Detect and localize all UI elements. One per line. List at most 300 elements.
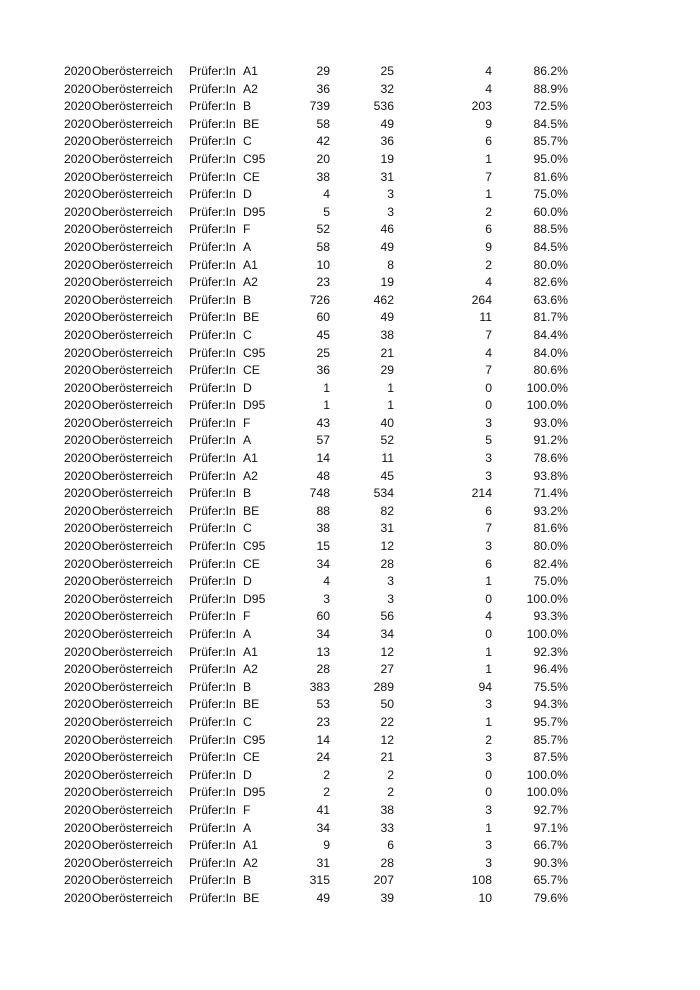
license-class-cell: B bbox=[243, 873, 252, 888]
total-count-cell: 41 bbox=[316, 802, 330, 817]
region-cell: Oberösterreich bbox=[92, 750, 173, 765]
passed-count-cell: 52 bbox=[380, 433, 394, 448]
role-cell: Prüfer:In bbox=[189, 64, 236, 78]
pass-rate-cell: 95.0% bbox=[533, 151, 568, 166]
region-cell: Oberösterreich bbox=[92, 239, 173, 254]
region-cell: Oberösterreich bbox=[92, 873, 173, 888]
region-cell: Oberösterreich bbox=[92, 292, 173, 307]
pass-rate-cell: 88.5% bbox=[533, 222, 568, 237]
failed-count-cell: 4 bbox=[485, 81, 492, 96]
license-class-cell: D bbox=[243, 767, 252, 782]
license-class-cell: A bbox=[243, 820, 252, 835]
region-cell: Oberösterreich bbox=[92, 151, 173, 166]
pass-rate-cell: 88.9% bbox=[533, 81, 568, 96]
pass-rate-cell: 100.0% bbox=[526, 767, 568, 782]
pass-rate-cell: 93.3% bbox=[533, 609, 568, 624]
table-row bbox=[0, 380, 700, 398]
year-cell: 2020 bbox=[64, 187, 92, 202]
year-cell: 2020 bbox=[64, 644, 92, 659]
license-class-cell: A bbox=[243, 627, 252, 641]
region-cell: Oberösterreich bbox=[92, 257, 173, 272]
passed-count-cell: 2 bbox=[387, 785, 394, 800]
license-class-cell: A2 bbox=[243, 855, 258, 870]
year-cell: 2020 bbox=[64, 732, 92, 747]
year-cell: 2020 bbox=[64, 521, 92, 536]
pass-rate-cell: 81.6% bbox=[533, 169, 568, 184]
table-row bbox=[0, 784, 700, 802]
pass-rate-cell: 84.5% bbox=[533, 239, 568, 254]
license-class-cell: F bbox=[243, 222, 251, 237]
region-cell: Oberösterreich bbox=[92, 433, 173, 448]
region-cell: Oberösterreich bbox=[92, 697, 173, 712]
pass-rate-cell: 81.7% bbox=[533, 310, 568, 325]
total-count-cell: 58 bbox=[316, 239, 330, 254]
role-cell: Prüfer:In bbox=[189, 539, 236, 554]
passed-count-cell: 12 bbox=[380, 644, 394, 659]
pass-rate-cell: 100.0% bbox=[526, 398, 568, 413]
table-row bbox=[0, 820, 700, 838]
failed-count-cell: 4 bbox=[485, 64, 492, 78]
role-cell: Prüfer:In bbox=[189, 292, 236, 307]
license-class-cell: C95 bbox=[243, 151, 266, 166]
passed-count-cell: 82 bbox=[380, 503, 394, 518]
failed-count-cell: 10 bbox=[478, 890, 492, 905]
pass-rate-cell: 100.0% bbox=[526, 380, 568, 395]
total-count-cell: 1 bbox=[323, 398, 330, 413]
region-cell: Oberösterreich bbox=[92, 380, 173, 395]
failed-count-cell: 1 bbox=[485, 662, 492, 677]
failed-count-cell: 4 bbox=[485, 275, 492, 290]
role-cell: Prüfer:In bbox=[189, 99, 236, 114]
region-cell: Oberösterreich bbox=[92, 627, 173, 641]
region-cell: Oberösterreich bbox=[92, 204, 173, 219]
year-cell: 2020 bbox=[64, 785, 92, 800]
table-row bbox=[0, 309, 700, 327]
year-cell: 2020 bbox=[64, 433, 92, 448]
role-cell: Prüfer:In bbox=[189, 327, 236, 342]
failed-count-cell: 3 bbox=[485, 855, 492, 870]
pass-rate-cell: 87.5% bbox=[533, 750, 568, 765]
year-cell: 2020 bbox=[64, 151, 92, 166]
pass-rate-cell: 63.6% bbox=[533, 292, 568, 307]
year-cell: 2020 bbox=[64, 345, 92, 360]
total-count-cell: 38 bbox=[316, 169, 330, 184]
role-cell: Prüfer:In bbox=[189, 239, 236, 254]
region-cell: Oberösterreich bbox=[92, 714, 173, 729]
region-cell: Oberösterreich bbox=[92, 169, 173, 184]
table-row bbox=[0, 362, 700, 380]
failed-count-cell: 1 bbox=[485, 714, 492, 729]
region-cell: Oberösterreich bbox=[92, 363, 173, 378]
year-cell: 2020 bbox=[64, 134, 92, 149]
total-count-cell: 34 bbox=[316, 556, 330, 571]
year-cell: 2020 bbox=[64, 380, 92, 395]
passed-count-cell: 8 bbox=[387, 257, 394, 272]
year-cell: 2020 bbox=[64, 275, 92, 290]
failed-count-cell: 4 bbox=[485, 345, 492, 360]
role-cell: Prüfer:In bbox=[189, 609, 236, 624]
pass-rate-cell: 100.0% bbox=[526, 591, 568, 606]
table-row bbox=[0, 608, 700, 626]
pass-rate-cell: 80.6% bbox=[533, 363, 568, 378]
passed-count-cell: 3 bbox=[387, 574, 394, 589]
total-count-cell: 58 bbox=[316, 116, 330, 131]
failed-count-cell: 214 bbox=[471, 486, 492, 501]
license-class-cell: CE bbox=[243, 556, 260, 571]
year-cell: 2020 bbox=[64, 468, 92, 483]
role-cell: Prüfer:In bbox=[189, 415, 236, 430]
table-row bbox=[0, 432, 700, 450]
total-count-cell: 748 bbox=[309, 486, 330, 501]
role-cell: Prüfer:In bbox=[189, 820, 236, 835]
table-row bbox=[0, 98, 700, 116]
license-class-cell: F bbox=[243, 609, 251, 624]
role-cell: Prüfer:In bbox=[189, 574, 236, 589]
passed-count-cell: 50 bbox=[380, 697, 394, 712]
passed-count-cell: 12 bbox=[380, 732, 394, 747]
failed-count-cell: 6 bbox=[485, 134, 492, 149]
role-cell: Prüfer:In bbox=[189, 591, 236, 606]
passed-count-cell: 49 bbox=[380, 239, 394, 254]
region-cell: Oberösterreich bbox=[92, 521, 173, 536]
region-cell: Oberösterreich bbox=[92, 679, 173, 694]
passed-count-cell: 31 bbox=[380, 169, 394, 184]
license-class-cell: D95 bbox=[243, 204, 266, 219]
table-row bbox=[0, 732, 700, 750]
table-row bbox=[0, 468, 700, 486]
pass-rate-cell: 71.4% bbox=[533, 486, 568, 501]
table-row bbox=[0, 556, 700, 574]
passed-count-cell: 3 bbox=[387, 204, 394, 219]
year-cell: 2020 bbox=[64, 539, 92, 554]
total-count-cell: 48 bbox=[316, 468, 330, 483]
total-count-cell: 13 bbox=[316, 644, 330, 659]
total-count-cell: 4 bbox=[323, 574, 330, 589]
pass-rate-cell: 82.6% bbox=[533, 275, 568, 290]
year-cell: 2020 bbox=[64, 451, 92, 466]
license-class-cell: A2 bbox=[243, 81, 258, 96]
license-class-cell: D95 bbox=[243, 591, 266, 606]
failed-count-cell: 6 bbox=[485, 503, 492, 518]
year-cell: 2020 bbox=[64, 99, 92, 114]
pass-rate-cell: 84.5% bbox=[533, 116, 568, 131]
table-row bbox=[0, 485, 700, 503]
pass-rate-cell: 80.0% bbox=[533, 539, 568, 554]
role-cell: Prüfer:In bbox=[189, 838, 236, 853]
region-cell: Oberösterreich bbox=[92, 539, 173, 554]
total-count-cell: 60 bbox=[316, 310, 330, 325]
passed-count-cell: 462 bbox=[373, 292, 394, 307]
license-class-cell: A1 bbox=[243, 838, 258, 853]
passed-count-cell: 28 bbox=[380, 855, 394, 870]
table-row bbox=[0, 591, 700, 609]
role-cell: Prüfer:In bbox=[189, 363, 236, 378]
year-cell: 2020 bbox=[64, 714, 92, 729]
passed-count-cell: 39 bbox=[380, 890, 394, 905]
total-count-cell: 36 bbox=[316, 363, 330, 378]
total-count-cell: 383 bbox=[309, 679, 330, 694]
failed-count-cell: 4 bbox=[485, 609, 492, 624]
total-count-cell: 24 bbox=[316, 750, 330, 765]
region-cell: Oberösterreich bbox=[92, 838, 173, 853]
passed-count-cell: 25 bbox=[380, 64, 394, 78]
failed-count-cell: 1 bbox=[485, 820, 492, 835]
total-count-cell: 15 bbox=[316, 539, 330, 554]
license-class-cell: BE bbox=[243, 503, 260, 518]
role-cell: Prüfer:In bbox=[189, 855, 236, 870]
table-row bbox=[0, 872, 700, 890]
data-table bbox=[0, 63, 700, 908]
region-cell: Oberösterreich bbox=[92, 732, 173, 747]
region-cell: Oberösterreich bbox=[92, 591, 173, 606]
table-row bbox=[0, 116, 700, 134]
year-cell: 2020 bbox=[64, 398, 92, 413]
license-class-cell: A2 bbox=[243, 662, 258, 677]
total-count-cell: 43 bbox=[316, 415, 330, 430]
year-cell: 2020 bbox=[64, 574, 92, 589]
license-class-cell: C bbox=[243, 714, 252, 729]
total-count-cell: 1 bbox=[323, 380, 330, 395]
pass-rate-cell: 93.0% bbox=[533, 415, 568, 430]
failed-count-cell: 3 bbox=[485, 539, 492, 554]
year-cell: 2020 bbox=[64, 310, 92, 325]
role-cell: Prüfer:In bbox=[189, 732, 236, 747]
license-class-cell: A2 bbox=[243, 275, 258, 290]
year-cell: 2020 bbox=[64, 64, 92, 78]
region-cell: Oberösterreich bbox=[92, 222, 173, 237]
table-row bbox=[0, 767, 700, 785]
region-cell: Oberösterreich bbox=[92, 81, 173, 96]
passed-count-cell: 49 bbox=[380, 310, 394, 325]
region-cell: Oberösterreich bbox=[92, 187, 173, 202]
license-class-cell: BE bbox=[243, 310, 260, 325]
pass-rate-cell: 92.3% bbox=[533, 644, 568, 659]
table-row bbox=[0, 415, 700, 433]
role-cell: Prüfer:In bbox=[189, 380, 236, 395]
passed-count-cell: 38 bbox=[380, 802, 394, 817]
failed-count-cell: 108 bbox=[471, 873, 492, 888]
region-cell: Oberösterreich bbox=[92, 609, 173, 624]
passed-count-cell: 21 bbox=[380, 345, 394, 360]
total-count-cell: 4 bbox=[323, 187, 330, 202]
table-row bbox=[0, 679, 700, 697]
region-cell: Oberösterreich bbox=[92, 802, 173, 817]
role-cell: Prüfer:In bbox=[189, 556, 236, 571]
pass-rate-cell: 66.7% bbox=[533, 838, 568, 853]
license-class-cell: CE bbox=[243, 169, 260, 184]
license-class-cell: D95 bbox=[243, 398, 266, 413]
pass-rate-cell: 100.0% bbox=[526, 785, 568, 800]
pass-rate-cell: 90.3% bbox=[533, 855, 568, 870]
table-row bbox=[0, 81, 700, 99]
total-count-cell: 60 bbox=[316, 609, 330, 624]
role-cell: Prüfer:In bbox=[189, 116, 236, 131]
failed-count-cell: 3 bbox=[485, 468, 492, 483]
license-class-cell: C95 bbox=[243, 345, 266, 360]
failed-count-cell: 2 bbox=[485, 257, 492, 272]
year-cell: 2020 bbox=[64, 116, 92, 131]
year-cell: 2020 bbox=[64, 697, 92, 712]
license-class-cell: BE bbox=[243, 890, 260, 905]
pass-rate-cell: 84.4% bbox=[533, 327, 568, 342]
passed-count-cell: 12 bbox=[380, 539, 394, 554]
role-cell: Prüfer:In bbox=[189, 679, 236, 694]
total-count-cell: 34 bbox=[316, 627, 330, 641]
passed-count-cell: 34 bbox=[380, 627, 394, 641]
failed-count-cell: 7 bbox=[485, 169, 492, 184]
year-cell: 2020 bbox=[64, 169, 92, 184]
table-row bbox=[0, 292, 700, 310]
role-cell: Prüfer:In bbox=[189, 134, 236, 149]
pass-rate-cell: 75.0% bbox=[533, 187, 568, 202]
region-cell: Oberösterreich bbox=[92, 275, 173, 290]
passed-count-cell: 6 bbox=[387, 838, 394, 853]
region-cell: Oberösterreich bbox=[92, 64, 173, 78]
failed-count-cell: 3 bbox=[485, 451, 492, 466]
region-cell: Oberösterreich bbox=[92, 503, 173, 518]
role-cell: Prüfer:In bbox=[189, 767, 236, 782]
passed-count-cell: 536 bbox=[373, 99, 394, 114]
passed-count-cell: 46 bbox=[380, 222, 394, 237]
table-row bbox=[0, 63, 700, 81]
total-count-cell: 53 bbox=[316, 697, 330, 712]
pass-rate-cell: 82.4% bbox=[533, 556, 568, 571]
passed-count-cell: 19 bbox=[380, 275, 394, 290]
total-count-cell: 315 bbox=[309, 873, 330, 888]
passed-count-cell: 29 bbox=[380, 363, 394, 378]
passed-count-cell: 3 bbox=[387, 591, 394, 606]
role-cell: Prüfer:In bbox=[189, 468, 236, 483]
pass-rate-cell: 85.7% bbox=[533, 732, 568, 747]
table-row bbox=[0, 257, 700, 275]
license-class-cell: C bbox=[243, 134, 252, 149]
passed-count-cell: 1 bbox=[387, 398, 394, 413]
pass-rate-cell: 92.7% bbox=[533, 802, 568, 817]
role-cell: Prüfer:In bbox=[189, 398, 236, 413]
failed-count-cell: 0 bbox=[485, 398, 492, 413]
table-row bbox=[0, 573, 700, 591]
region-cell: Oberösterreich bbox=[92, 415, 173, 430]
total-count-cell: 5 bbox=[323, 204, 330, 219]
pass-rate-cell: 100.0% bbox=[526, 627, 568, 641]
table-row bbox=[0, 855, 700, 873]
year-cell: 2020 bbox=[64, 415, 92, 430]
total-count-cell: 2 bbox=[323, 767, 330, 782]
table-row bbox=[0, 345, 700, 363]
pass-rate-cell: 93.8% bbox=[533, 468, 568, 483]
table-row bbox=[0, 802, 700, 820]
failed-count-cell: 0 bbox=[485, 591, 492, 606]
year-cell: 2020 bbox=[64, 204, 92, 219]
table-row bbox=[0, 327, 700, 345]
total-count-cell: 23 bbox=[316, 275, 330, 290]
pass-rate-cell: 60.0% bbox=[533, 204, 568, 219]
year-cell: 2020 bbox=[64, 239, 92, 254]
license-class-cell: F bbox=[243, 802, 251, 817]
role-cell: Prüfer:In bbox=[189, 345, 236, 360]
year-cell: 2020 bbox=[64, 662, 92, 677]
region-cell: Oberösterreich bbox=[92, 451, 173, 466]
region-cell: Oberösterreich bbox=[92, 398, 173, 413]
region-cell: Oberösterreich bbox=[92, 345, 173, 360]
pass-rate-cell: 93.2% bbox=[533, 503, 568, 518]
license-class-cell: A2 bbox=[243, 468, 258, 483]
role-cell: Prüfer:In bbox=[189, 222, 236, 237]
year-cell: 2020 bbox=[64, 627, 92, 641]
table-row bbox=[0, 221, 700, 239]
total-count-cell: 25 bbox=[316, 345, 330, 360]
license-class-cell: CE bbox=[243, 750, 260, 765]
year-cell: 2020 bbox=[64, 802, 92, 817]
failed-count-cell: 0 bbox=[485, 767, 492, 782]
failed-count-cell: 7 bbox=[485, 363, 492, 378]
table-row bbox=[0, 890, 700, 908]
table-row bbox=[0, 520, 700, 538]
pass-rate-cell: 85.7% bbox=[533, 134, 568, 149]
table-row bbox=[0, 151, 700, 169]
total-count-cell: 36 bbox=[316, 81, 330, 96]
year-cell: 2020 bbox=[64, 363, 92, 378]
failed-count-cell: 0 bbox=[485, 785, 492, 800]
license-class-cell: B bbox=[243, 679, 252, 694]
year-cell: 2020 bbox=[64, 750, 92, 765]
region-cell: Oberösterreich bbox=[92, 99, 173, 114]
passed-count-cell: 49 bbox=[380, 116, 394, 131]
license-class-cell: BE bbox=[243, 116, 260, 131]
year-cell: 2020 bbox=[64, 890, 92, 905]
passed-count-cell: 38 bbox=[380, 327, 394, 342]
region-cell: Oberösterreich bbox=[92, 767, 173, 782]
role-cell: Prüfer:In bbox=[189, 750, 236, 765]
passed-count-cell: 56 bbox=[380, 609, 394, 624]
pass-rate-cell: 80.0% bbox=[533, 257, 568, 272]
license-class-cell: C bbox=[243, 327, 252, 342]
table-row bbox=[0, 239, 700, 257]
license-class-cell: C95 bbox=[243, 732, 266, 747]
table-row bbox=[0, 450, 700, 468]
pass-rate-cell: 94.3% bbox=[533, 697, 568, 712]
failed-count-cell: 3 bbox=[485, 750, 492, 765]
role-cell: Prüfer:In bbox=[189, 890, 236, 905]
table-row bbox=[0, 133, 700, 151]
pass-rate-cell: 86.2% bbox=[533, 64, 568, 78]
passed-count-cell: 36 bbox=[380, 134, 394, 149]
total-count-cell: 49 bbox=[316, 890, 330, 905]
failed-count-cell: 9 bbox=[485, 239, 492, 254]
license-class-cell: A bbox=[243, 433, 252, 448]
failed-count-cell: 7 bbox=[485, 521, 492, 536]
license-class-cell: C95 bbox=[243, 539, 266, 554]
region-cell: Oberösterreich bbox=[92, 785, 173, 800]
total-count-cell: 3 bbox=[323, 591, 330, 606]
region-cell: Oberösterreich bbox=[92, 855, 173, 870]
failed-count-cell: 6 bbox=[485, 556, 492, 571]
license-class-cell: D bbox=[243, 187, 252, 202]
license-class-cell: B bbox=[243, 292, 252, 307]
license-class-cell: D bbox=[243, 574, 252, 589]
failed-count-cell: 1 bbox=[485, 187, 492, 202]
passed-count-cell: 45 bbox=[380, 468, 394, 483]
role-cell: Prüfer:In bbox=[189, 81, 236, 96]
failed-count-cell: 3 bbox=[485, 802, 492, 817]
region-cell: Oberösterreich bbox=[92, 116, 173, 131]
pass-rate-cell: 72.5% bbox=[533, 99, 568, 114]
total-count-cell: 45 bbox=[316, 327, 330, 342]
role-cell: Prüfer:In bbox=[189, 187, 236, 202]
role-cell: Prüfer:In bbox=[189, 503, 236, 518]
failed-count-cell: 1 bbox=[485, 574, 492, 589]
failed-count-cell: 203 bbox=[471, 99, 492, 114]
